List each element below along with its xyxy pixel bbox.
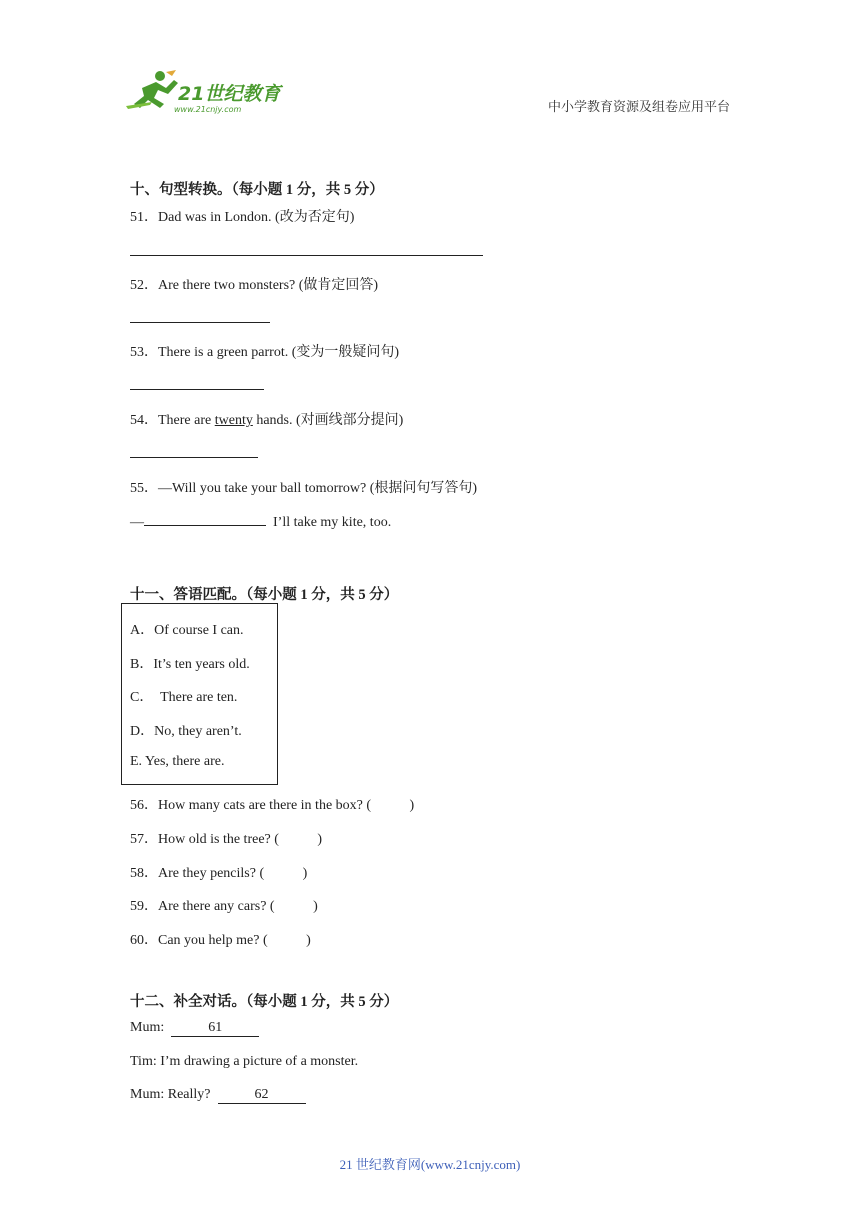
question-59[interactable]: 59．Are there any cars? ( ): [130, 899, 318, 914]
dialogue-mum-2: [130, 1087, 306, 1104]
speaker-mum: Mum:: [130, 1020, 165, 1035]
question-54-suffix: hands. (对画线部分提问): [252, 413, 404, 428]
section10-title: 十、句型转换。（每小题 1 分，共 5 分）: [130, 182, 384, 198]
footer-link[interactable]: 21 世纪教育网(www.21cnjy.com): [339, 1157, 521, 1172]
dialogue-tim-1: Tim: I’m drawing a picture of a monster.: [130, 1054, 359, 1069]
question-53: 53．There is a green parrot. (变为一般疑问句): [130, 345, 400, 360]
question-55: 55．—Will you take your ball tomorrow? (根据问句写答句): [130, 481, 478, 496]
blank-62[interactable]: 62: [218, 1087, 306, 1104]
question-58[interactable]: 58．Are they pencils? ( ): [130, 866, 308, 881]
question-54: [130, 409, 403, 429]
option-b: B．It’s ten years old.: [130, 657, 250, 672]
option-d: D．No, they aren’t.: [130, 724, 242, 739]
question-55-answer: [130, 511, 391, 531]
logo-title: 21世纪教育: [178, 83, 281, 105]
answer-line-51[interactable]: [130, 255, 483, 256]
answer-line-52[interactable]: [130, 322, 270, 323]
speaker-mum-really: Mum: Really?: [130, 1087, 211, 1102]
option-c: C． There are ten.: [130, 690, 238, 705]
question-51: 51．Dad was in London. (改为否定句): [130, 210, 355, 225]
answer-blank-55[interactable]: [144, 511, 266, 526]
answer-dash: —: [130, 515, 144, 530]
answer-55-suffix: I’ll take my kite, too.: [273, 515, 392, 530]
logo-url: www.21cnjy.com: [174, 105, 242, 114]
logo: [122, 68, 292, 114]
answer-line-54[interactable]: [130, 457, 258, 458]
answer-line-53[interactable]: [130, 389, 264, 390]
dialogue-mum-1: [130, 1020, 259, 1037]
option-a: A．Of course I can.: [130, 623, 244, 638]
question-54-underlined-word: twenty: [214, 413, 253, 428]
blank-61[interactable]: 61: [171, 1020, 259, 1037]
runner-logo-icon: [122, 68, 292, 114]
section12-title: 十二、补全对话。（每小题 1 分，共 5 分）: [130, 994, 399, 1010]
section11-title: 十一、答语匹配。（每小题 1 分，共 5 分）: [130, 587, 399, 603]
question-57[interactable]: 57．How old is the tree? ( ): [130, 832, 323, 847]
option-e: E. Yes, there are.: [130, 754, 225, 769]
question-60[interactable]: 60．Can you help me? ( ): [130, 933, 311, 948]
question-54-prefix: 54．There are: [130, 413, 215, 428]
question-56[interactable]: 56．How many cats are there in the box? ( ): [130, 798, 415, 813]
header-platform-text: 中小学教育资源及组卷应用平台: [547, 99, 730, 114]
question-52: 52．Are there two monsters? (做肯定回答): [130, 278, 379, 293]
